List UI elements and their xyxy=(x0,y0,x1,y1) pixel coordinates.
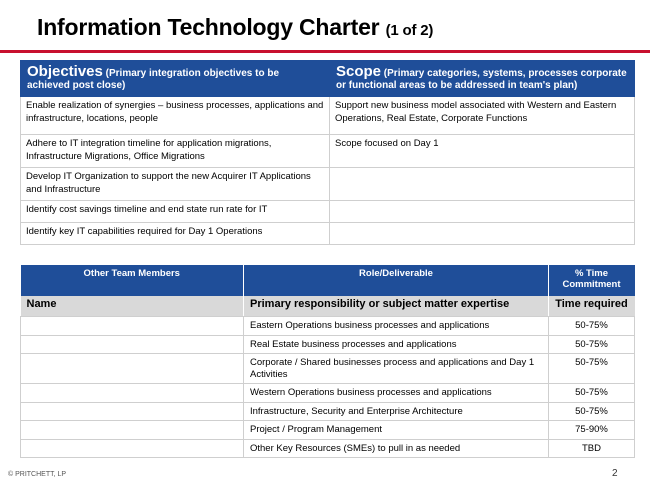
team-header-row xyxy=(21,265,635,296)
table-row xyxy=(21,421,635,440)
charter-header-row xyxy=(21,61,635,97)
time-header: % Time Commitment xyxy=(549,265,635,296)
table-row xyxy=(21,439,635,458)
table-row xyxy=(21,354,635,384)
page-title xyxy=(37,14,433,41)
role-cell: Real Estate business processes and applications xyxy=(244,335,549,354)
team-members-header: Other Team Members xyxy=(21,265,244,296)
member-name-cell xyxy=(21,402,244,421)
scope-cell xyxy=(330,201,635,223)
objective-cell: Identify key IT capabilities required for Day 1 Operations xyxy=(21,223,330,245)
copyright-footer: © PRITCHETT, LP xyxy=(8,471,67,478)
role-cell: Project / Program Management xyxy=(244,421,549,440)
role-cell: Corporate / Shared businesses process and applications and Day 1 Activities xyxy=(244,354,549,384)
time-cell: 50-75% xyxy=(549,317,635,336)
member-name-cell xyxy=(21,421,244,440)
table-row xyxy=(21,317,635,336)
role-cell: Other Key Resources (SMEs) to pull in as needed xyxy=(244,439,549,458)
objectives-note: (Primary integration objectives to be achieved post close) xyxy=(27,68,280,91)
objective-cell: Develop IT Organization to support the new Acquirer IT Applications and Infrastructure xyxy=(21,168,330,201)
page-title-text: Information Technology Charter xyxy=(37,14,380,40)
time-subheader: Time required xyxy=(549,296,635,317)
page-number: 2 xyxy=(612,468,618,479)
scope-cell: Support new business model associated with Western and Eastern Operations, Real Estate, Corporate Functions xyxy=(330,97,635,135)
table-row xyxy=(21,335,635,354)
member-name-cell xyxy=(21,335,244,354)
team-subheader-row xyxy=(21,296,635,317)
time-cell: 75-90% xyxy=(549,421,635,440)
role-cell: Western Operations business processes and applications xyxy=(244,384,549,403)
charter-row xyxy=(21,201,635,223)
member-name-cell xyxy=(21,384,244,403)
charter-row xyxy=(21,168,635,201)
objective-cell: Enable realization of synergies – business processes, applications and infrastructure, locations, people xyxy=(21,97,330,135)
name-subheader: Name xyxy=(21,296,244,317)
member-name-cell xyxy=(21,317,244,336)
time-cell: 50-75% xyxy=(549,354,635,384)
role-cell: Infrastructure, Security and Enterprise Architecture xyxy=(244,402,549,421)
scope-header xyxy=(330,61,635,97)
charter-row xyxy=(21,135,635,168)
member-name-cell xyxy=(21,439,244,458)
time-cell: 50-75% xyxy=(549,384,635,403)
table-row xyxy=(21,402,635,421)
charter-row xyxy=(21,223,635,245)
role-subheader: Primary responsibility or subject matter expertise xyxy=(244,296,549,317)
scope-cell xyxy=(330,223,635,245)
time-cell: 50-75% xyxy=(549,402,635,421)
time-cell: TBD xyxy=(549,439,635,458)
time-cell: 50-75% xyxy=(549,335,635,354)
charter-row xyxy=(21,97,635,135)
objectives-heading: Objectives xyxy=(27,63,103,80)
scope-heading: Scope xyxy=(336,63,382,80)
objective-cell: Adhere to IT integration timeline for application migrations, Infrastructure Migrations, Office Migrations xyxy=(21,135,330,168)
title-divider xyxy=(0,50,650,53)
scope-cell: Scope focused on Day 1 xyxy=(330,135,635,168)
role-cell: Eastern Operations business processes and applications xyxy=(244,317,549,336)
page-title-subtitle: (1 of 2) xyxy=(385,22,434,39)
scope-cell xyxy=(330,168,635,201)
role-header: Role/Deliverable xyxy=(244,265,549,296)
objectives-header xyxy=(21,61,330,97)
team-table xyxy=(20,265,635,458)
table-row xyxy=(21,384,635,403)
objective-cell: Identify cost savings timeline and end state run rate for IT xyxy=(21,201,330,223)
charter-table xyxy=(20,60,635,245)
scope-note: (Primary categories, systems, processes corporate or functional areas to be addressed in team's plan) xyxy=(336,68,627,91)
member-name-cell xyxy=(21,354,244,384)
